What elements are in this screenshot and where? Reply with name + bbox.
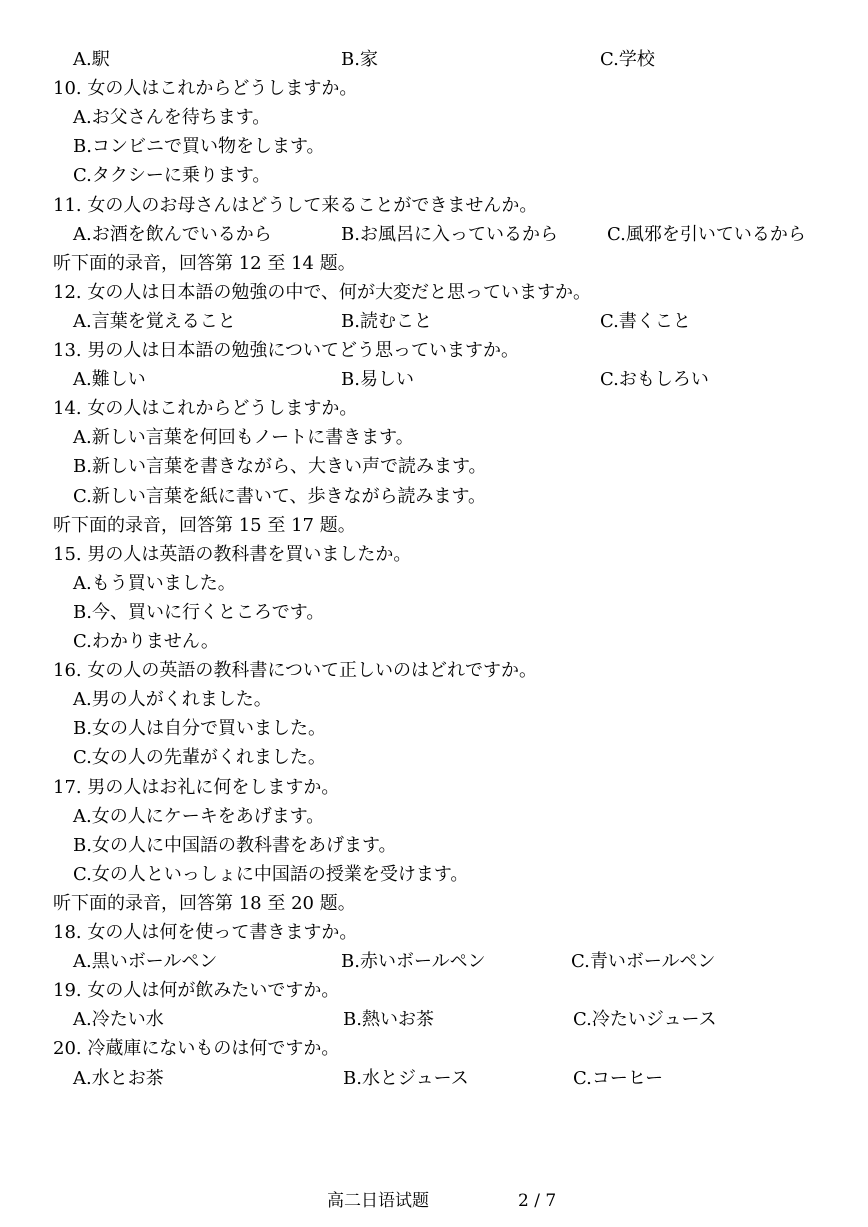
option-a: A.言葉を覚えること [73, 310, 236, 332]
page-footer [0, 1189, 868, 1213]
section-instruction: 听下面的录音，回答第 18 至 20 题。 [53, 892, 356, 914]
option-a: A.お酒を飲んでいるから [73, 223, 272, 245]
option-line: A.男の人がくれました。 [73, 689, 272, 711]
option-b: B.読むこと [341, 310, 432, 332]
question-text: 16. 女の人の英語の教科書について正しいのはどれですか。 [53, 660, 537, 682]
option-c: C.冷たいジュース [573, 1009, 717, 1031]
option-a: A.冷たい水 [73, 1009, 164, 1031]
question-text: 11. 女の人のお母さんはどうして来ることができませんか。 [53, 194, 538, 216]
option-b: B.易しい [341, 369, 414, 391]
question-text: 12. 女の人は日本語の勉強の中で、何が大変だと思っていますか。 [53, 281, 591, 303]
options-row [0, 45, 868, 74]
option-c: C.おもしろい [600, 369, 709, 391]
question-text: 19. 女の人は何が飲みたいですか。 [53, 980, 340, 1002]
option-b: B.お風呂に入っているから [341, 223, 558, 245]
option-b: B.熱いお茶 [343, 1009, 434, 1031]
options-row [0, 1005, 868, 1034]
option-a: A.水とお茶 [73, 1067, 164, 1089]
option-line: B.今、買いに行くところです。 [73, 601, 325, 623]
option-a: A.難しい [73, 369, 146, 391]
question-text: 18. 女の人は何を使って書きますか。 [53, 922, 358, 943]
question-text: 13. 男の人は日本語の勉強についてどう思っていますか。 [53, 340, 519, 361]
option-a: A.駅 [73, 49, 110, 70]
options-row [0, 365, 868, 394]
option-line: B.新しい言葉を書きながら、大きい声で読みます。 [73, 456, 487, 478]
option-c: C.青いボールペン [571, 951, 716, 973]
option-c: C.風邪を引いているから [607, 223, 806, 245]
section-instruction: 听下面的录音，回答第 15 至 17 题。 [53, 514, 356, 536]
option-line: A.お父さんを待ちます。 [73, 107, 271, 129]
option-b: B.赤いボールペン [341, 951, 486, 973]
question-text: 15. 男の人は英語の教科書を買いましたか。 [53, 543, 412, 565]
option-b: B.家 [341, 49, 378, 70]
question-text: 14. 女の人はこれからどうしますか。 [53, 398, 358, 420]
option-line: B.女の人に中国語の教科書をあげます。 [73, 834, 397, 856]
options-row [0, 307, 868, 336]
option-line: A.女の人にケーキをあげます。 [73, 805, 325, 827]
options-row [0, 1064, 868, 1093]
section-instruction: 听下面的录音，回答第 12 至 14 题。 [53, 252, 356, 274]
question-text: 10. 女の人はこれからどうしますか。 [53, 78, 358, 100]
option-c: C.コーヒー [573, 1067, 664, 1089]
option-line: C.女の人の先輩がくれました。 [73, 747, 326, 769]
option-line: A.新しい言葉を何回もノートに書きます。 [73, 427, 414, 449]
question-text: 20. 冷蔵庫にないものは何ですか。 [53, 1038, 340, 1060]
option-b: B.水とジュース [343, 1067, 469, 1089]
option-a: A.黒いボールペン [73, 951, 218, 973]
option-line: C.新しい言葉を紙に書いて、歩きながら読みます。 [73, 485, 487, 507]
footer-title: 高二日语试题 [327, 1191, 429, 1211]
options-row [0, 947, 868, 976]
option-line: A.もう買いました。 [73, 572, 236, 594]
page-number: 2 / 7 [518, 1191, 557, 1211]
option-line: C.女の人といっしょに中国語の授業を受けます。 [73, 863, 469, 885]
option-c: C.書くこと [600, 310, 691, 332]
option-c: C.学校 [600, 49, 655, 70]
question-text: 17. 男の人はお礼に何をしますか。 [53, 776, 340, 798]
options-row [0, 220, 868, 249]
option-line: C.わかりません。 [73, 631, 219, 652]
option-line: C.タクシーに乗ります。 [73, 165, 271, 187]
option-line: B.女の人は自分で買いました。 [73, 718, 326, 740]
option-line: B.コンビニで買い物をします。 [73, 136, 325, 158]
